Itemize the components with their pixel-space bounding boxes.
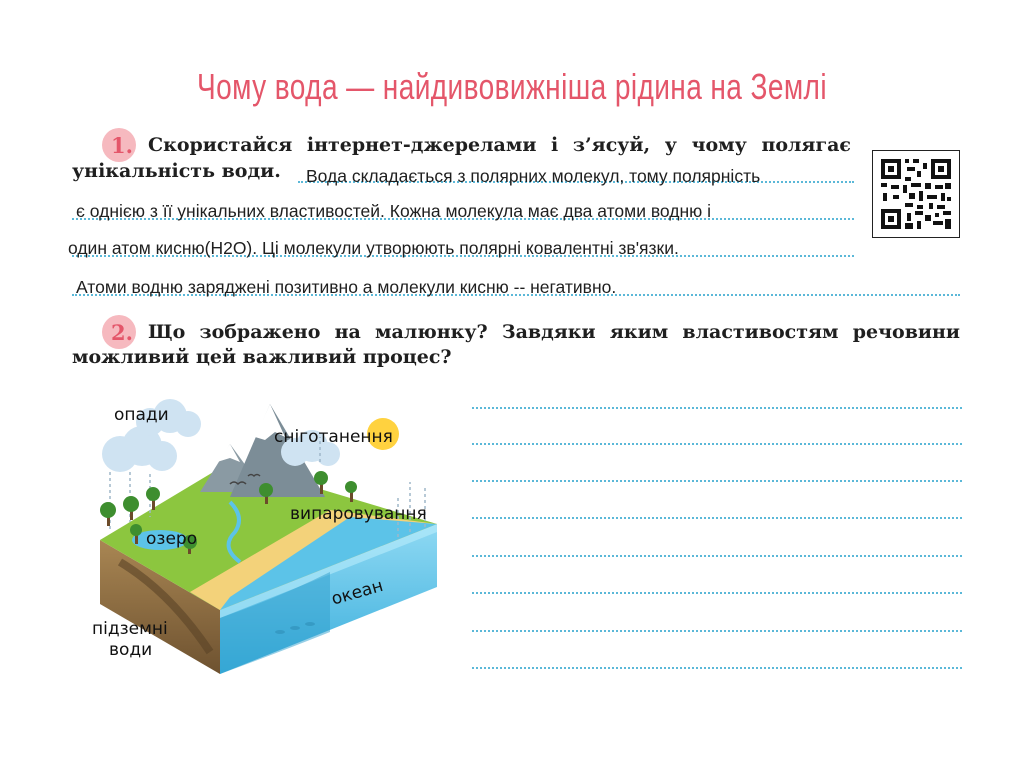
task2-answer-line-5[interactable] [472, 555, 962, 557]
task2-answer-line-8[interactable] [472, 667, 962, 669]
diagram-label-snowmelt: сніготанення [274, 427, 393, 447]
task1-answer-line3[interactable]: один атом кисню(H2O). Ці молекули утворюють полярні ковалентні зв'язки. [68, 238, 679, 258]
diagram-label-lake: озеро [146, 529, 198, 549]
task2-question-line1: Що зображено на малюнку? Завдяки яким властивостям речовини [148, 321, 960, 343]
page-title: Чому вода — найдивовижніша рідина на Землі [197, 66, 827, 107]
task1-answer-line2[interactable]: є однією з її унікальних властивостей. Кожна молекула має два атоми водню і [76, 201, 712, 221]
task1-answer-line4[interactable]: Атоми водню заряджені позитивно а молекули кисню -- негативно. [76, 277, 617, 297]
task2-answer-line-4[interactable] [472, 517, 962, 519]
task2-answer-line-3[interactable] [472, 480, 962, 482]
diagram-label-evaporation: випаровування [290, 504, 427, 524]
diagram-label-groundwater-1: підземні [92, 619, 168, 639]
task1-question-line1: Скористайся інтернет-джерелами і з’ясуй, у чому полягає [148, 134, 851, 156]
qr-code-icon[interactable] [872, 150, 960, 238]
task2-question-line2: можливий цей важливий процес? [72, 346, 452, 368]
task2-number: 2. [111, 320, 133, 345]
task1-answer-line1[interactable]: Вода складається з полярних молекул, тому полярність [306, 166, 761, 186]
task2-answer-line-1[interactable] [472, 407, 962, 409]
task2-answer-line-2[interactable] [472, 443, 962, 445]
task1-number: 1. [111, 133, 133, 158]
diagram-label-groundwater-2: води [109, 640, 153, 660]
diagram-label-precipitation: опади [114, 405, 169, 425]
task2-answer-line-6[interactable] [472, 592, 962, 594]
task2-answer-line-7[interactable] [472, 630, 962, 632]
task1-question-line2: унікальність води. [72, 160, 281, 182]
diagram-label-ocean: океан [329, 575, 386, 610]
